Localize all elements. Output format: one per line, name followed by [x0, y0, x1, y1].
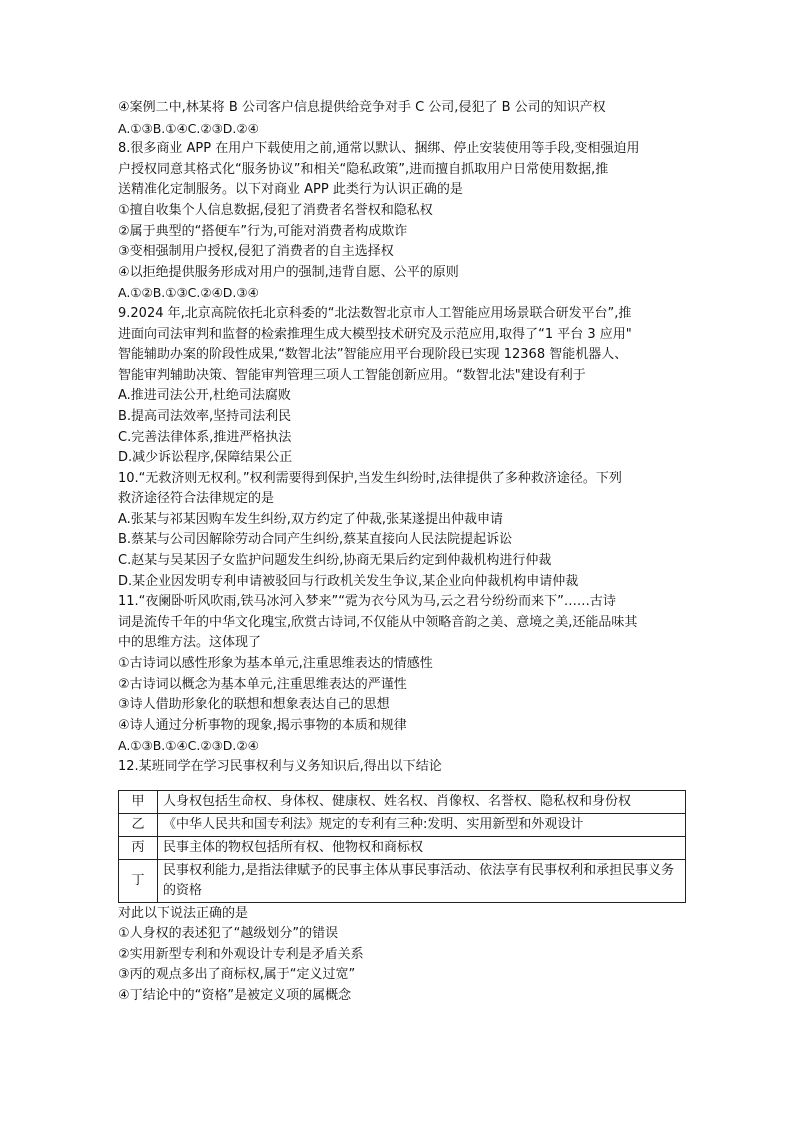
- q7-statement-4: ④案例二中,林某将 B 公司客户信息提供给竞争对手 C 公司,侵犯了 B 公司的知识产权: [118, 100, 606, 115]
- q8-stem-line-1: 8.很多商业 APP 在用户下载使用之前,通常以默认、捆绑、停止安装使用等手段,变相强迫用: [118, 141, 640, 157]
- conclusions-table: [118, 790, 686, 903]
- table-row: [119, 836, 686, 859]
- row-text: 《中华人民共和国专利法》规定的专利有三种:发明、实用新型和外观设计: [158, 813, 686, 836]
- q9-stem-line-1: 9.2024 年,北京高院依托北京科委的“北法数智北京市人工智能应用场景联合研发平台”,推: [118, 305, 632, 321]
- row-key: 丙: [119, 836, 158, 859]
- q11-statement-4: ④诗人通过分析事物的现象,揭示事物的本质和规律: [118, 717, 407, 733]
- table-row: [119, 859, 686, 902]
- q8-options: A.①②B.①③C.②④D.③④: [118, 285, 259, 301]
- exam-page: [118, 98, 684, 1007]
- table-row: [119, 790, 686, 813]
- row-text: 民事权利能力,是指法律赋予的民事主体从事民事活动、依法享有民事权利和承担民事义务的资格: [158, 859, 686, 902]
- q10-choice-d: D.某企业因发明专利申请被驳回与行政机关发生争议,某企业向仲裁机构申请仲裁: [118, 573, 579, 589]
- q10-stem-line-2: 救济途径符合法律规定的是: [118, 491, 275, 507]
- q9-stem-line-2: 进面向司法审判和监督的检索推理生成大模型技术研究及示范应用,取得了“1 平台 3 应用": [118, 326, 632, 342]
- q11-stem-line-3: 中的思维方法。这体现了: [118, 635, 262, 651]
- q9-choice-d: D.减少诉讼程序,保障结果公正: [118, 450, 293, 466]
- q12-statement-3: ③丙的观点多出了商标权,属于“定义过宽”: [118, 967, 356, 983]
- q11-statement-3: ③诗人借助形象化的联想和想象表达自己的思想: [118, 697, 390, 713]
- row-key: 甲: [119, 790, 158, 813]
- q12-question: 对此以下说法正确的是: [118, 905, 249, 921]
- row-text: 民事主体的物权包括所有权、他物权和商标权: [158, 836, 686, 859]
- q12-stem: 12.某班同学在学习民事权利与义务知识后,得出以下结论: [118, 759, 442, 774]
- q11-stem-line-1: 11.“夜阑卧听风吹雨,铁马冰河入梦来”“霓为衣兮风为马,云之君兮纷纷而来下”……古诗: [118, 594, 616, 610]
- q8-statement-4: ④以拒绝提供服务形成对用户的强制,违背自愿、公平的原则: [118, 264, 459, 280]
- q9-stem-line-4: 智能审判辅助决策、智能审判管理三项人工智能创新应用。“数智北法"建设有利于: [118, 367, 586, 383]
- q8-statement-2: ②属于典型的“搭便车”行为,可能对消费者构成欺诈: [118, 223, 408, 239]
- row-key: 丁: [119, 859, 158, 902]
- q8-statement-3: ③变相强制用户授权,侵犯了消费者的自主选择权: [118, 244, 394, 260]
- q7-options: A.①③B.①④C.②③D.②④: [118, 120, 259, 136]
- q9-choice-b: B.提高司法效率,坚持司法利民: [118, 408, 292, 424]
- q12-statement-1: ①人身权的表述犯了“越级划分”的错误: [118, 926, 339, 942]
- q12-statement-4: ④丁结论中的“资格”是被定义项的属概念: [118, 987, 352, 1003]
- q9-choice-c: C.完善法律体系,推进严格执法: [118, 429, 292, 445]
- q9-choice-a: A.推进司法公开,杜绝司法腐败: [118, 388, 291, 404]
- q11-statement-2: ②古诗词以概念为基本单元,注重思维表达的严谨性: [118, 676, 407, 692]
- q8-stem-line-2: 户授权同意其格式化“服务协议”和相关“隐私政策”,进而擅自抓取用户日常使用数据,推: [118, 161, 609, 177]
- q11-statement-1: ①古诗词以感性形象为基本单元,注重思维表达的情感性: [118, 656, 433, 672]
- table-row: [119, 813, 686, 836]
- q11-stem-line-2: 词是流传千年的中华文化瑰宝,欣赏古诗词,不仅能从中领略音韵之美、意境之美,还能品味其: [118, 614, 638, 630]
- q9-stem-line-3: 智能辅助办案的阶段性成果,“数智北法”智能应用平台现阶段已实现 12368 智能机器人、: [118, 347, 628, 363]
- q10-choice-a: A.张某与祁某因购车发生纠纷,双方约定了仲裁,张某遂提出仲裁申请: [118, 511, 504, 527]
- q10-choice-b: B.蔡某与公司因解除劳动合同产生纠纷,蔡某直接向人民法院提起诉讼: [118, 532, 513, 548]
- row-text: 人身权包括生命权、身体权、健康权、姓名权、肖像权、名誉权、隐私权和身份权: [158, 790, 686, 813]
- q10-choice-c: C.赵某与吴某因子女监护问题发生纠纷,协商无果后约定到仲裁机构进行仲裁: [118, 553, 552, 569]
- q10-stem-line-1: 10.“无救济则无权利。”权利需要得到保护,当发生纠纷时,法律提供了多种救济途径。下列: [118, 470, 622, 486]
- row-key: 乙: [119, 813, 158, 836]
- q8-statement-1: ①擅自收集个人信息数据,侵犯了消费者名誉权和隐私权: [118, 202, 433, 218]
- q11-options: A.①③B.①④C.②③D.②④: [118, 738, 259, 754]
- q12-statement-2: ②实用新型专利和外观设计专利是矛盾关系: [118, 946, 364, 962]
- q8-stem-line-3: 送精准化定制服务。以下对商业 APP 此类行为认识正确的是: [118, 182, 463, 198]
